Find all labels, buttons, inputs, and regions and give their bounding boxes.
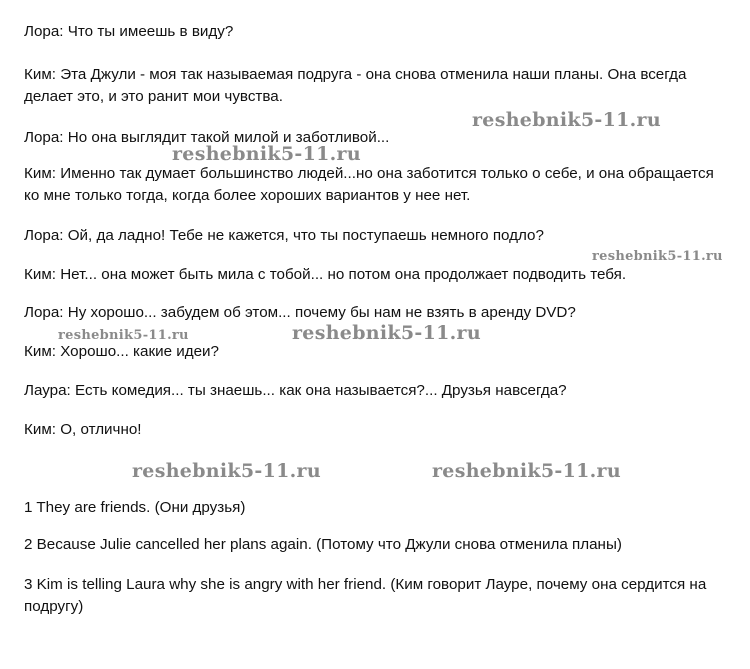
answer-1: 1 They are friends. (Они друзья)	[24, 499, 246, 516]
dialogue-line-8: Ким: Хорошо... какие идеи?	[24, 343, 219, 360]
watermark: reshebnik5-11.ru	[172, 143, 361, 165]
watermark: reshebnik5-11.ru	[292, 322, 481, 344]
watermark: reshebnik5-11.ru	[592, 249, 723, 264]
watermark: reshebnik5-11.ru	[58, 328, 189, 343]
dialogue-line-4: Ким: Именно так думает большинство людей...но она заботится только о себе, и она обращается ко мне только тогда, когда более хороших вариантов у нее нет.	[24, 165, 714, 204]
dialogue-line-1: Лора: Что ты имеешь в виду?	[24, 23, 234, 40]
watermark: reshebnik5-11.ru	[432, 460, 621, 482]
answer-2: 2 Because Julie cancelled her plans again. (Потому что Джули снова отменила планы)	[24, 536, 622, 553]
watermark: reshebnik5-11.ru	[132, 460, 321, 482]
dialogue-line-6: Ким: Нет... она может быть мила с тобой... но потом она продолжает подводить тебя.	[24, 266, 627, 283]
dialogue-line-3: Лора: Но она выглядит такой милой и заботливой...	[24, 129, 390, 146]
dialogue-line-7: Лора: Ну хорошо... забудем об этом... почему бы нам не взять в аренду DVD?	[24, 304, 576, 321]
watermark: reshebnik5-11.ru	[472, 109, 661, 131]
dialogue-line-5: Лора: Ой, да ладно! Тебе не кажется, что ты поступаешь немного подло?	[24, 227, 544, 244]
dialogue-line-10: Ким: О, отлично!	[24, 421, 142, 438]
dialogue-line-2: Ким: Эта Джули - моя так называемая подруга - она снова отменила наши планы. Она всегда делает это, и это ранит мои чувства.	[24, 66, 687, 105]
dialogue-line-9: Лаура: Есть комедия... ты знаешь... как она называется?... Друзья навсегда?	[24, 382, 567, 399]
answer-3: 3 Kim is telling Laura why she is angry with her friend. (Ким говорит Лауре, почему она сердится на подругу)	[24, 576, 707, 615]
